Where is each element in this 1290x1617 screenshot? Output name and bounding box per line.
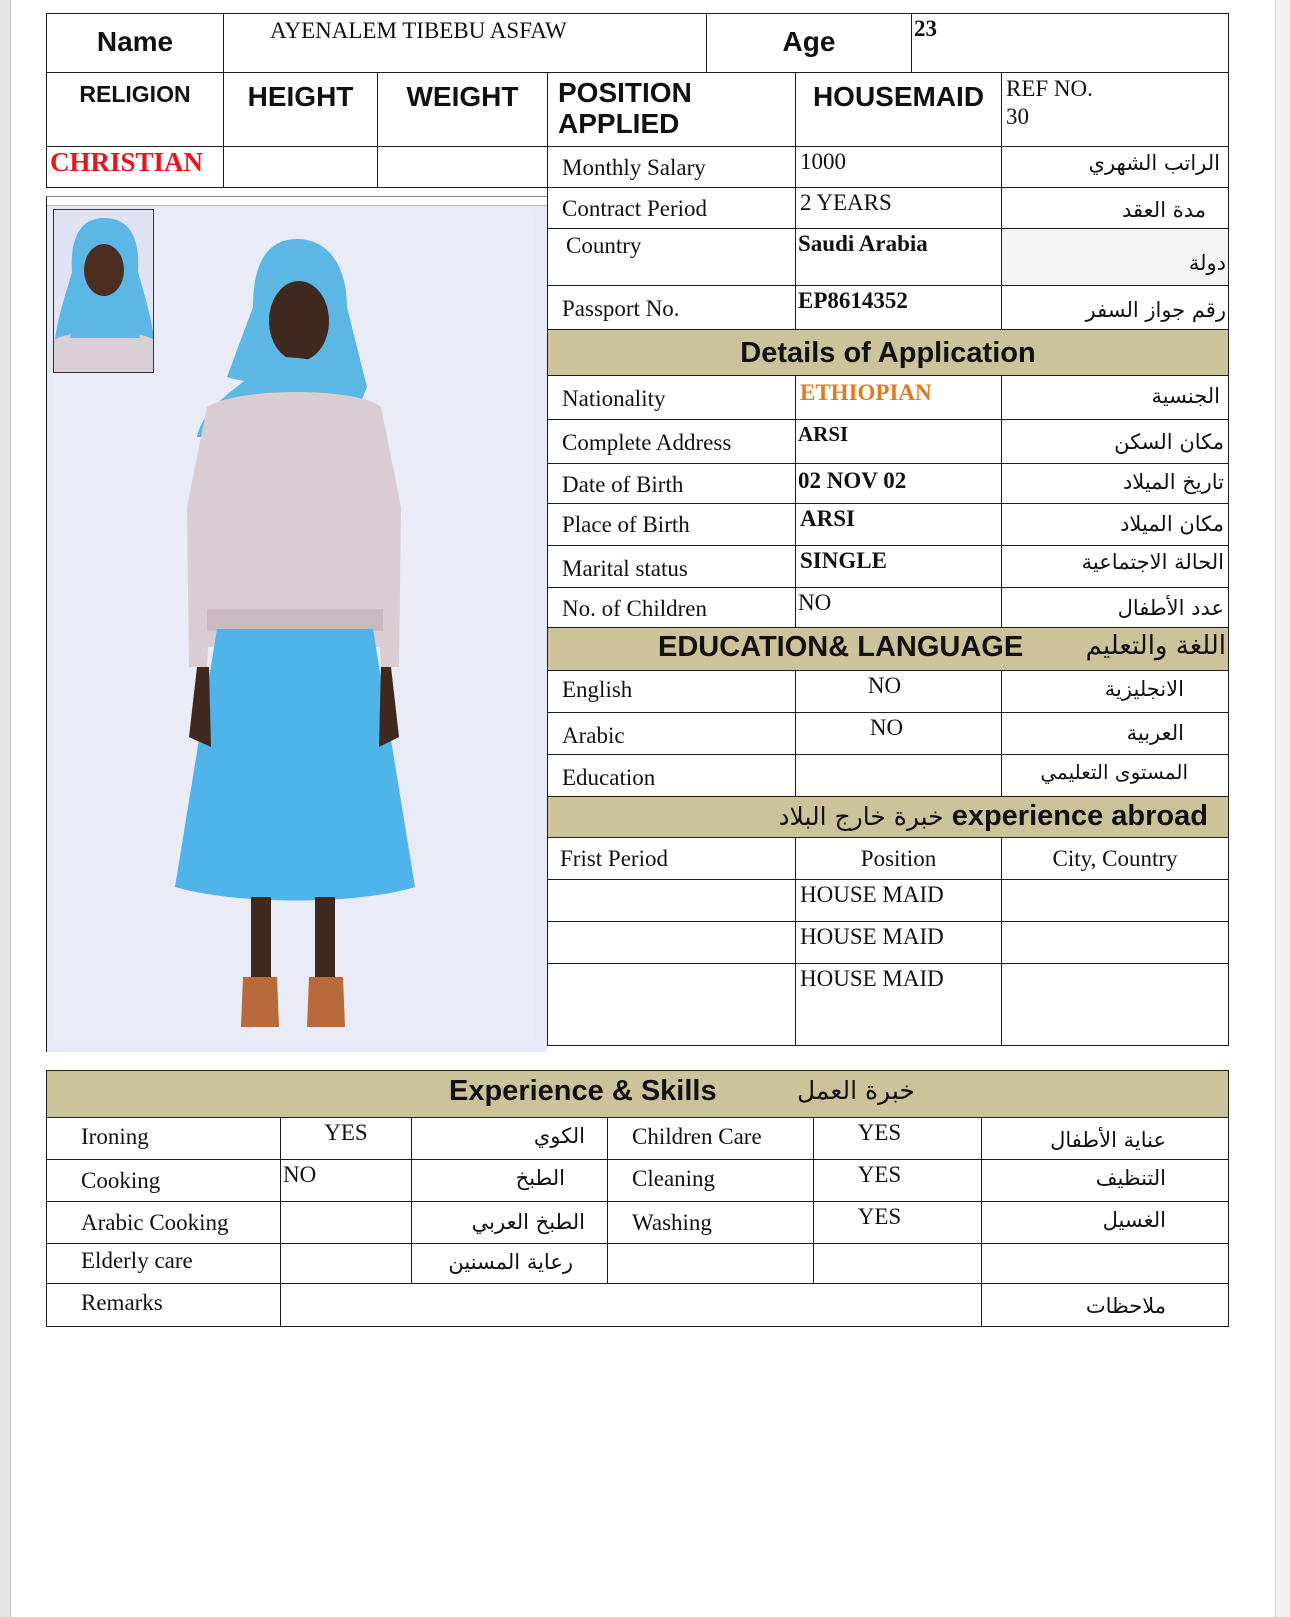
skill-cooking-value: NO: [280, 1159, 412, 1202]
ref-cell: [1001, 72, 1229, 147]
skill-elderly-care-ar: رعاية المسنين: [411, 1243, 608, 1284]
abroad-heading-ar: خبرة خارج البلاد: [778, 802, 944, 831]
nationality-value: ETHIOPIAN: [795, 375, 1002, 420]
dob-label: Date of Birth: [547, 463, 796, 504]
education-label: Education: [547, 754, 796, 797]
skill-arabic-cooking-value: [280, 1201, 412, 1244]
full-body-photo: [167, 237, 427, 1037]
skill-empty: [607, 1243, 814, 1284]
abroad-col-city: City, Country: [1001, 837, 1229, 880]
skill-children-care-value: YES: [813, 1117, 982, 1160]
skill-washing-ar: الغسيل: [981, 1201, 1229, 1244]
height-label: HEIGHT: [223, 72, 378, 147]
skill-empty-value: [813, 1243, 982, 1284]
application-form: [46, 13, 1229, 1331]
photo-top-rule: [47, 197, 547, 206]
children-label: No. of Children: [547, 587, 796, 628]
arabic-value: NO: [795, 712, 1002, 755]
skills-heading: [46, 1070, 1229, 1118]
passport-label: Passport No.: [547, 285, 796, 330]
salary-label: Monthly Salary: [547, 146, 796, 188]
abroad-row-period: [547, 879, 796, 922]
remarks-label: Remarks: [46, 1283, 281, 1327]
dob-value: 02 NOV 02: [795, 463, 1002, 504]
passport-value: EP8614352: [795, 285, 1002, 330]
position-value: HOUSEMAID: [795, 72, 1002, 147]
contract-period-ar: مدة العقد: [1001, 187, 1229, 229]
english-ar: الانجليزية: [1001, 670, 1229, 713]
pob-label: Place of Birth: [547, 503, 796, 546]
height-value: [223, 146, 378, 188]
passport-ar: رقم جواز السفر: [1001, 285, 1229, 330]
age-label: Age: [706, 13, 912, 73]
page-right-edge: [1275, 0, 1290, 1617]
abroad-row-position: HOUSE MAID: [795, 963, 1002, 1046]
marital-label: Marital status: [547, 545, 796, 588]
abroad-row-city: [1001, 963, 1229, 1046]
abroad-col-period: Frist Period: [547, 837, 796, 880]
skill-ironing: Ironing: [46, 1117, 281, 1160]
remarks-value: [280, 1283, 982, 1327]
weight-label: WEIGHT: [377, 72, 548, 147]
salary-ar: الراتب الشهري: [1001, 146, 1229, 188]
address-ar: مكان السكن: [1001, 419, 1229, 464]
ref-value: 30: [1006, 103, 1029, 129]
nationality-ar: الجنسية: [1001, 375, 1229, 420]
contract-period-value: 2 YEARS: [795, 187, 1002, 229]
remarks-ar: ملاحظات: [981, 1283, 1229, 1327]
abroad-row-position: HOUSE MAID: [795, 879, 1002, 922]
skill-arabic-cooking: Arabic Cooking: [46, 1201, 281, 1244]
contract-period-label: Contract Period: [547, 187, 796, 229]
position-label: POSITION APPLIED: [547, 72, 796, 147]
education-value: [795, 754, 1002, 797]
education-heading-ar: اللغة والتعليم: [1085, 631, 1226, 661]
skill-cleaning-value: YES: [813, 1159, 982, 1202]
skill-arabic-cooking-ar: الطبخ العربي: [411, 1201, 608, 1244]
skill-cooking-ar: الطبخ: [411, 1159, 608, 1202]
abroad-heading-en: experience abroad: [951, 800, 1208, 832]
abroad-row-period: [547, 963, 796, 1046]
skills-heading-en: Experience & Skills: [449, 1075, 717, 1107]
nationality-label: Nationality: [547, 375, 796, 420]
education-heading-en: EDUCATION& LANGUAGE: [658, 631, 1024, 663]
weight-value: [377, 146, 548, 188]
arabic-ar: العربية: [1001, 712, 1229, 755]
skill-cleaning-ar: التنظيف: [981, 1159, 1229, 1202]
english-value: NO: [795, 670, 1002, 713]
abroad-row-position: HOUSE MAID: [795, 921, 1002, 964]
religion-value: CHRISTIAN: [46, 146, 224, 188]
photo-panel: [46, 196, 547, 1052]
dob-ar: تاريخ الميلاد: [1001, 463, 1229, 504]
religion-label: RELIGION: [46, 72, 224, 147]
children-value: NO: [795, 587, 1002, 628]
skill-washing-value: YES: [813, 1201, 982, 1244]
page-left-edge: [0, 0, 11, 1617]
marital-ar: الحالة الاجتماعية: [1001, 545, 1229, 588]
pob-ar: مكان الميلاد: [1001, 503, 1229, 546]
address-label: Complete Address: [547, 419, 796, 464]
english-label: English: [547, 670, 796, 713]
skill-empty-ar: [981, 1243, 1229, 1284]
abroad-col-position: Position: [795, 837, 1002, 880]
education-heading: [547, 627, 1229, 671]
abroad-row-period: [547, 921, 796, 964]
name-label: Name: [46, 13, 224, 73]
skill-ironing-ar: الكوي: [411, 1117, 608, 1160]
skill-children-care-ar: عناية الأطفال: [981, 1117, 1229, 1160]
skill-elderly-care-value: [280, 1243, 412, 1284]
skills-heading-ar: خبرة العمل: [797, 1076, 915, 1105]
abroad-row-city: [1001, 921, 1229, 964]
details-heading: Details of Application: [547, 329, 1229, 376]
address-value: ARSI: [795, 419, 1002, 464]
abroad-row-city: [1001, 879, 1229, 922]
country-ar: دولة: [1001, 228, 1229, 286]
skill-children-care: Children Care: [607, 1117, 814, 1160]
passport-photo: [53, 209, 154, 373]
children-ar: عدد الأطفال: [1001, 587, 1229, 628]
pob-value: ARSI: [795, 503, 1002, 546]
skill-ironing-value: YES: [280, 1117, 412, 1160]
skill-washing: Washing: [607, 1201, 814, 1244]
country-value: Saudi Arabia: [795, 228, 1002, 286]
education-ar: المستوى التعليمي: [1001, 754, 1229, 797]
skill-cleaning: Cleaning: [607, 1159, 814, 1202]
marital-value: SINGLE: [795, 545, 1002, 588]
name-value: AYENALEM TIBEBU ASFAW: [223, 13, 707, 73]
salary-value: 1000: [795, 146, 1002, 188]
skill-cooking: Cooking: [46, 1159, 281, 1202]
abroad-heading: [547, 796, 1229, 838]
country-label: Country: [547, 228, 796, 286]
ref-label: REF NO.: [1006, 76, 1093, 101]
skill-elderly-care: Elderly care: [46, 1243, 281, 1284]
age-value: 23: [911, 13, 1229, 73]
arabic-label: Arabic: [547, 712, 796, 755]
